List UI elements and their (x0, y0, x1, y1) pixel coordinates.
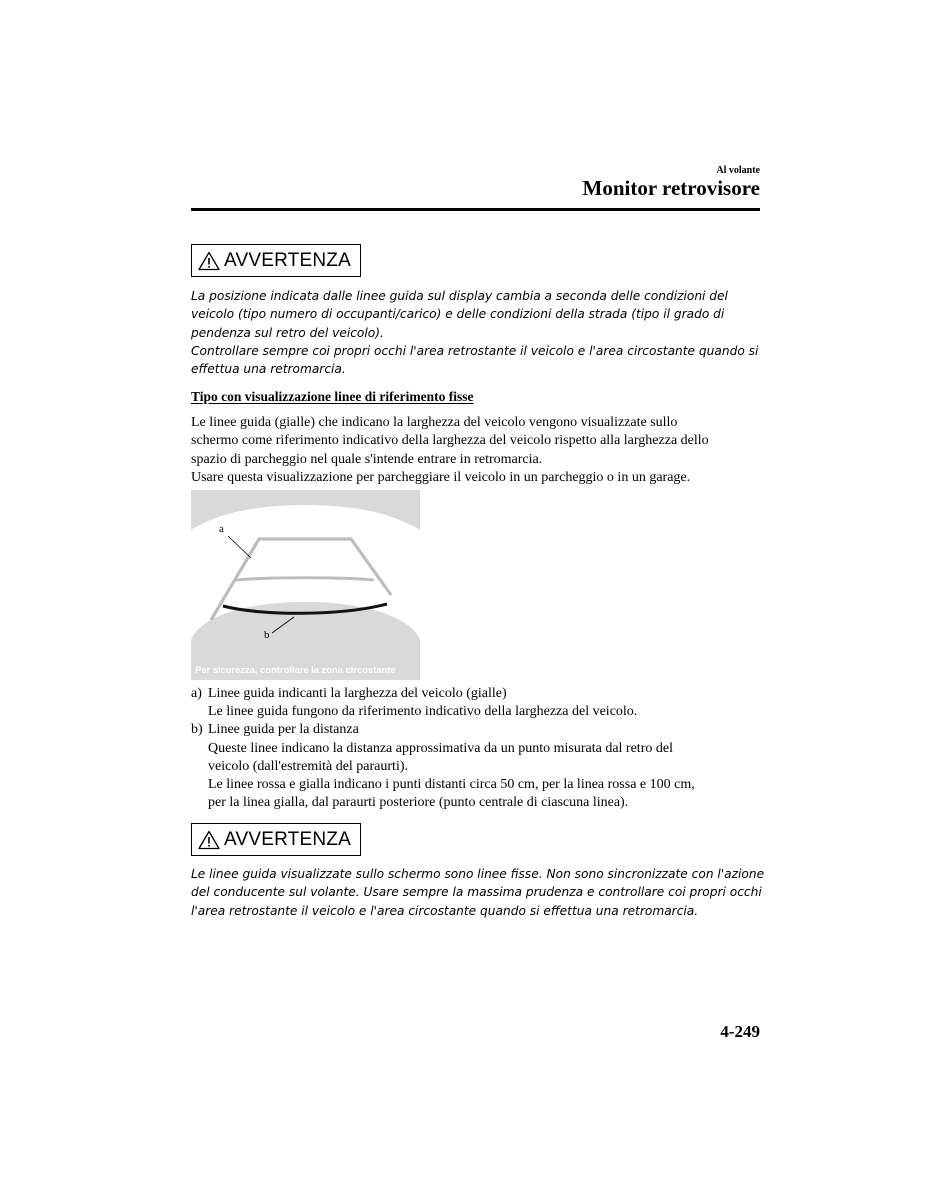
distance-line-far (236, 578, 374, 580)
warning-text-line: La posizione indicata dalle linee guida sul display cambia a seconda delle condizioni del (191, 289, 728, 303)
legend-list (191, 685, 766, 812)
figure-label-a: a (219, 523, 224, 535)
figure-caption: Per sicurezza, controllare la zona circostante (195, 664, 396, 675)
page-title: Monitor retrovisore (582, 176, 760, 200)
list-item-desc: per la linea gialla, dal paraurti posteriore (punto centrale di ciascuna linea). (208, 795, 629, 811)
list-item-desc: veicolo (dall'estremità del paraurti). (208, 758, 408, 774)
list-item-title: Linee guida indicanti la larghezza del veicolo (gialle) (208, 686, 507, 701)
warning-text-line: del conducente sul volante. Usare sempre la massima prudenza e controllare coi propri occhi (191, 885, 762, 900)
warning-triangle-icon (198, 830, 220, 850)
warning-text-line: Le linee guida visualizzate sullo schermo sono linee fisse. Non sono sincronizzate con l'azione (191, 867, 765, 881)
list-marker: b) (191, 722, 203, 738)
list-item-desc: Le linee rossa e gialla indicano i punti distanti circa 50 cm, per la linea rossa e 100 cm, (208, 777, 695, 793)
list-item-title: Linee guida per la distanza (208, 722, 359, 738)
warning-text (191, 287, 766, 378)
warning-text-line: effettua una retromarcia. (191, 362, 346, 377)
body-line: Usare questa visualizzazione per parcheggiare il veicolo in un parcheggio o in un garage. (191, 469, 691, 485)
body-line: schermo come riferimento indicativo della larghezza del veicolo rispetto alla larghezza dello (191, 433, 709, 449)
figure-label-b: b (264, 629, 270, 641)
list-item (191, 685, 766, 703)
warning-label-box (191, 823, 361, 856)
title-rule (191, 208, 760, 211)
leader-line-a (228, 536, 251, 558)
section-label: Al volante (716, 165, 760, 176)
warning-text (191, 865, 766, 920)
warning-text-line: veicolo (tipo numero di occupanti/carico) e delle condizioni della strada (tipo il grado di (191, 307, 725, 322)
list-item (191, 721, 766, 739)
warning-text-line: Controllare sempre coi propri occhi l'area retrostante il veicolo e l'area circostante quando si (191, 343, 759, 358)
list-item-desc: Queste linee indicano la distanza approssimativa da un punto misurata dal retro del (208, 740, 673, 756)
warning-label-box (191, 244, 361, 277)
rear-camera-illustration (191, 490, 420, 680)
page-number: 4-249 (720, 1022, 760, 1041)
warning-text-line: l'area retrostante il veicolo e l'area circostante quando si effettua una retromarcia. (191, 903, 699, 918)
warning-triangle-icon (198, 251, 220, 271)
warning-text-line: pendenza sul retro del veicolo). (191, 325, 384, 340)
body-line: Le linee guida (gialle) che indicano la larghezza del veicolo vengono visualizzate sullo (191, 415, 678, 430)
warning-label: AVVERTENZA (224, 828, 351, 850)
rear-camera-figure (191, 490, 420, 680)
section-subheading: Tipo con visualizzazione linee di riferimento fisse (191, 389, 474, 404)
list-marker: a) (191, 686, 202, 701)
warning-label: AVVERTENZA (224, 249, 351, 271)
list-item-desc: Le linee guida fungono da riferimento indicativo della larghezza del veicolo. (208, 704, 638, 720)
body-line: spazio di parcheggio nel quale s'intende entrare in retromarcia. (191, 451, 543, 467)
body-paragraph (191, 414, 766, 487)
